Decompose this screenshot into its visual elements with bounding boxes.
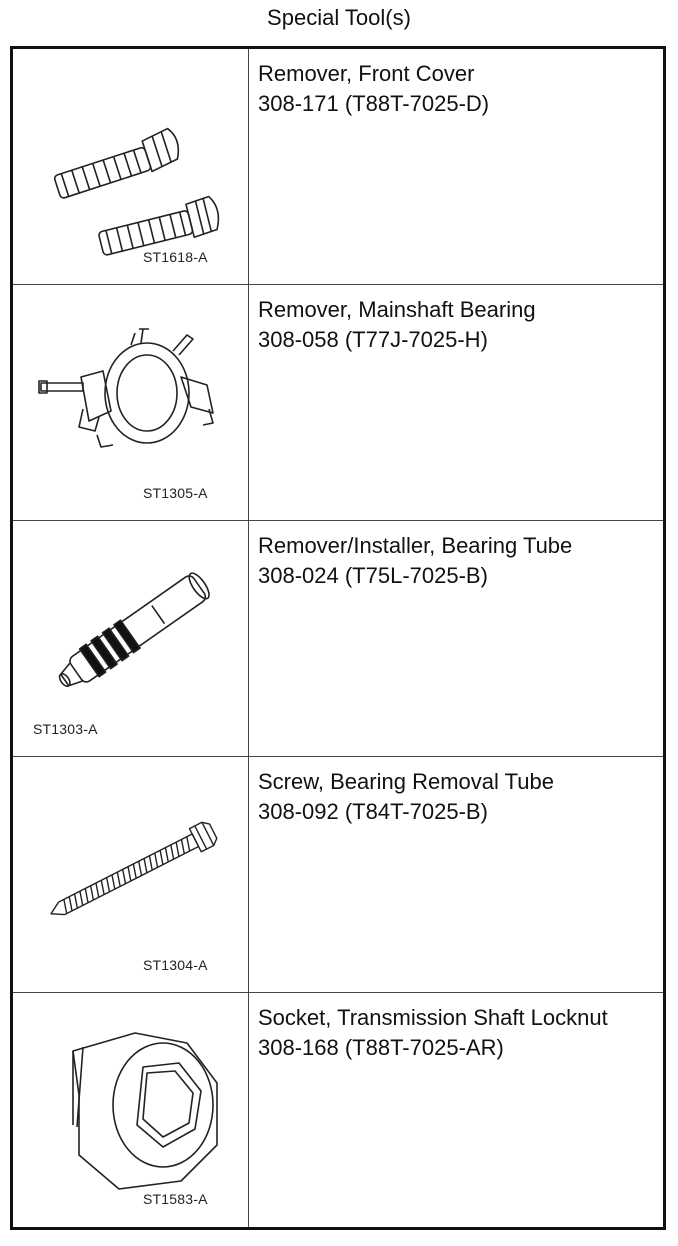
tool-name: Screw, Bearing Removal Tube xyxy=(258,769,554,794)
page-title: Special Tool(s) xyxy=(267,5,411,30)
tool-description xyxy=(258,531,663,591)
tool-name: Socket, Transmission Shaft Locknut xyxy=(258,1005,608,1030)
tool-illustration-cell xyxy=(13,521,249,756)
tool-name: Remover, Front Cover xyxy=(258,61,475,86)
tool-part-number: 308-092 (T84T-7025-B) xyxy=(258,799,488,824)
tool-row-bearing-tube-remover-installer xyxy=(13,521,663,757)
tool-illustration-cell xyxy=(13,757,249,992)
tool-illustration-cell xyxy=(13,285,249,520)
illustration-code: ST1305-A xyxy=(143,485,208,501)
tool-description xyxy=(258,1003,663,1063)
tool-part-number: 308-058 (T77J-7025-H) xyxy=(258,327,488,352)
tool-row-front-cover-remover xyxy=(13,49,663,285)
tool-description xyxy=(258,59,663,119)
tool-description xyxy=(258,295,663,355)
tool-description xyxy=(258,767,663,827)
tool-name: Remover/Installer, Bearing Tube xyxy=(258,533,573,558)
tool-row-mainshaft-bearing-remover xyxy=(13,285,663,521)
illustration-code: ST1618-A xyxy=(143,249,208,265)
tool-part-number: 308-168 (T88T-7025-AR) xyxy=(258,1035,504,1060)
illustration-code: ST1304-A xyxy=(143,957,208,973)
tool-row-bearing-removal-tube-screw xyxy=(13,757,663,993)
illustration-code: ST1583-A xyxy=(143,1191,208,1207)
tool-part-number: 308-024 (T75L-7025-B) xyxy=(258,563,488,588)
tool-row-transmission-shaft-locknut-socket xyxy=(13,993,663,1227)
tool-illustration-cell xyxy=(13,49,249,284)
tool-name: Remover, Mainshaft Bearing xyxy=(258,297,536,322)
socket-icon xyxy=(13,993,249,1229)
bolts-icon xyxy=(13,49,249,285)
tool-illustration-cell xyxy=(13,993,249,1227)
tool-part-number: 308-171 (T88T-7025-D) xyxy=(258,91,490,116)
screw-icon xyxy=(13,757,249,993)
bearing-remover-icon xyxy=(13,285,249,521)
special-tools-table xyxy=(10,46,666,1230)
illustration-code: ST1303-A xyxy=(33,721,98,737)
